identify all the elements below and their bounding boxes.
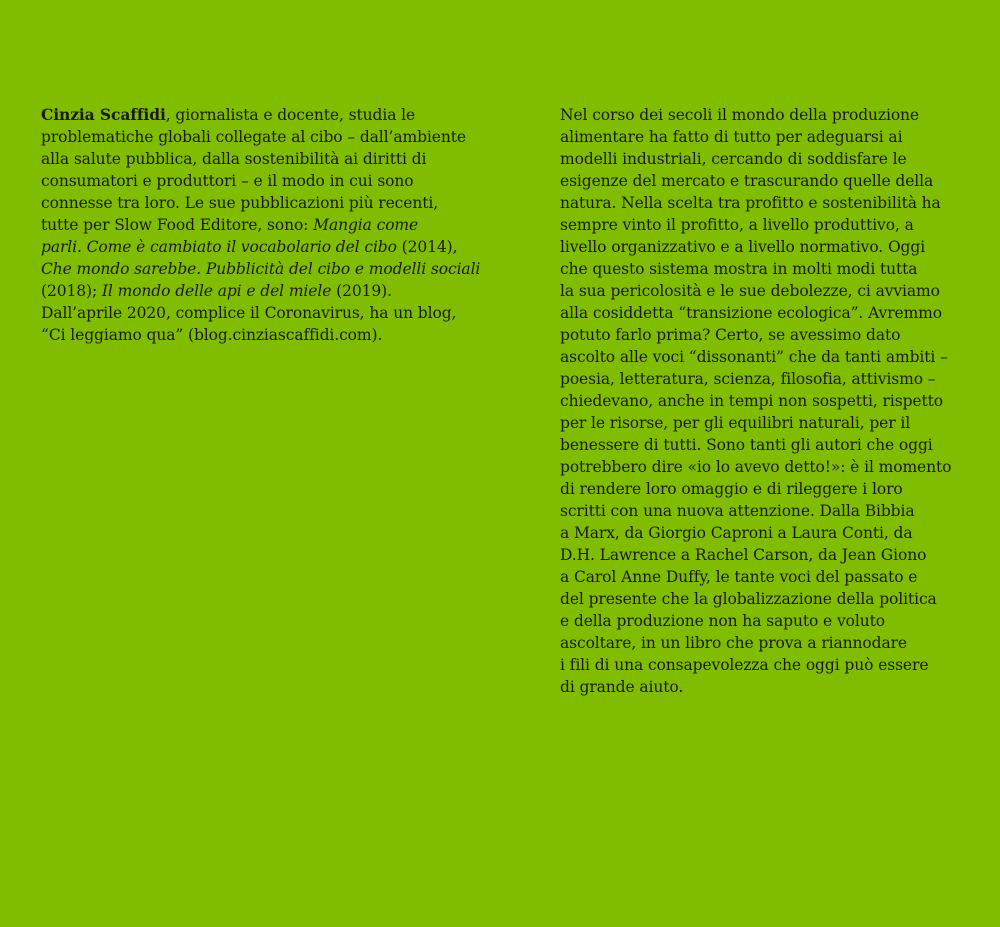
- description-line: natura. Nella scelta tra profitto e sostenibilità ha: [560, 194, 941, 212]
- description-line: esigenze del mercato e trascurando quelle della: [560, 172, 934, 190]
- bio-line: consumatori e produttori – e il modo in cui sono: [41, 172, 414, 190]
- description-line: di grande aiuto.: [560, 678, 684, 696]
- book-title: Che mondo sarebbe. Pubblicità del cibo e modelli sociali: [41, 260, 481, 278]
- description-line: potrebbero dire «io lo avevo detto!»: è il momento: [560, 458, 952, 476]
- description-line: alimentare ha fatto di tutto per adeguarsi ai: [560, 128, 903, 146]
- description-line: chiedevano, anche in tempi non sospetti, rispetto: [560, 392, 943, 410]
- description-line: Nel corso dei secoli il mondo della produzione: [560, 106, 920, 124]
- author-name: Cinzia Scaffidi: [41, 105, 166, 124]
- description-line: scritti con una nuova attenzione. Dalla Bibbia: [560, 502, 915, 520]
- description-line: benessere di tutti. Sono tanti gli autori che oggi: [560, 436, 933, 454]
- book-title: Mangia come: [313, 216, 419, 234]
- bio-line: tutte per Slow Food Editore, sono: Mangia come: [41, 216, 419, 234]
- bio-line: (2018); Il mondo delle api e del miele (2019).: [41, 282, 392, 300]
- book-title: parli. Come è cambiato il vocabolario del cibo: [41, 238, 397, 256]
- bio-line: connesse tra loro. Le sue pubblicazioni più recenti,: [41, 194, 439, 212]
- description-line: livello organizzativo e a livello normativo. Oggi: [560, 238, 926, 256]
- description-line: D.H. Lawrence a Rachel Carson, da Jean Giono: [560, 546, 927, 564]
- bio-line: parli. Come è cambiato il vocabolario del cibo (2014),: [41, 238, 458, 256]
- description-line: che questo sistema mostra in molti modi tutta: [560, 260, 918, 278]
- description-line: di rendere loro omaggio e di rileggere i loro: [560, 480, 903, 498]
- description-line: a Marx, da Giorgio Caproni a Laura Conti, da: [560, 524, 913, 542]
- description-line: sempre vinto il profitto, a livello produttivo, a: [560, 216, 914, 234]
- description-line: a Carol Anne Duffy, le tante voci del passato e: [560, 568, 918, 586]
- bio-line: problematiche globali collegate al cibo – dall’ambiente: [41, 128, 466, 146]
- book-description: [560, 104, 960, 698]
- description-line: ascoltare, in un libro che prova a riannodare: [560, 634, 908, 652]
- description-line: la sua pericolosità e le sue debolezze, ci avviamo: [560, 282, 940, 300]
- bio-line: “Ci leggiamo qua” (blog.cinziascaffidi.com).: [41, 326, 383, 344]
- bio-line: Cinzia Scaffidi, giornalista e docente, studia le: [41, 105, 416, 124]
- description-line: del presente che la globalizzazione della politica: [560, 590, 937, 608]
- description-line: e della produzione non ha saputo e voluto: [560, 612, 885, 630]
- book-title: Il mondo delle api e del miele: [101, 282, 332, 300]
- description-line: per le risorse, per gli equilibri naturali, per il: [560, 414, 911, 432]
- description-line: poesia, letteratura, scienza, filosofia, attivismo –: [560, 370, 936, 388]
- description-line: ascolto alle voci “dissonanti” che da tanti ambiti –: [560, 348, 948, 366]
- bio-line: Dall’aprile 2020, complice il Coronavirus, ha un blog,: [41, 304, 457, 322]
- bio-line: alla salute pubblica, dalla sostenibilità ai diritti di: [41, 150, 427, 168]
- description-line: alla cosiddetta “transizione ecologica”. Avremmo: [560, 304, 943, 322]
- description-line: i fili di una consapevolezza che oggi può essere: [560, 656, 929, 674]
- description-line: potuto farlo prima? Certo, se avessimo dato: [560, 326, 901, 344]
- description-line: modelli industriali, cercando di soddisfare le: [560, 150, 907, 168]
- author-bio: [41, 104, 481, 346]
